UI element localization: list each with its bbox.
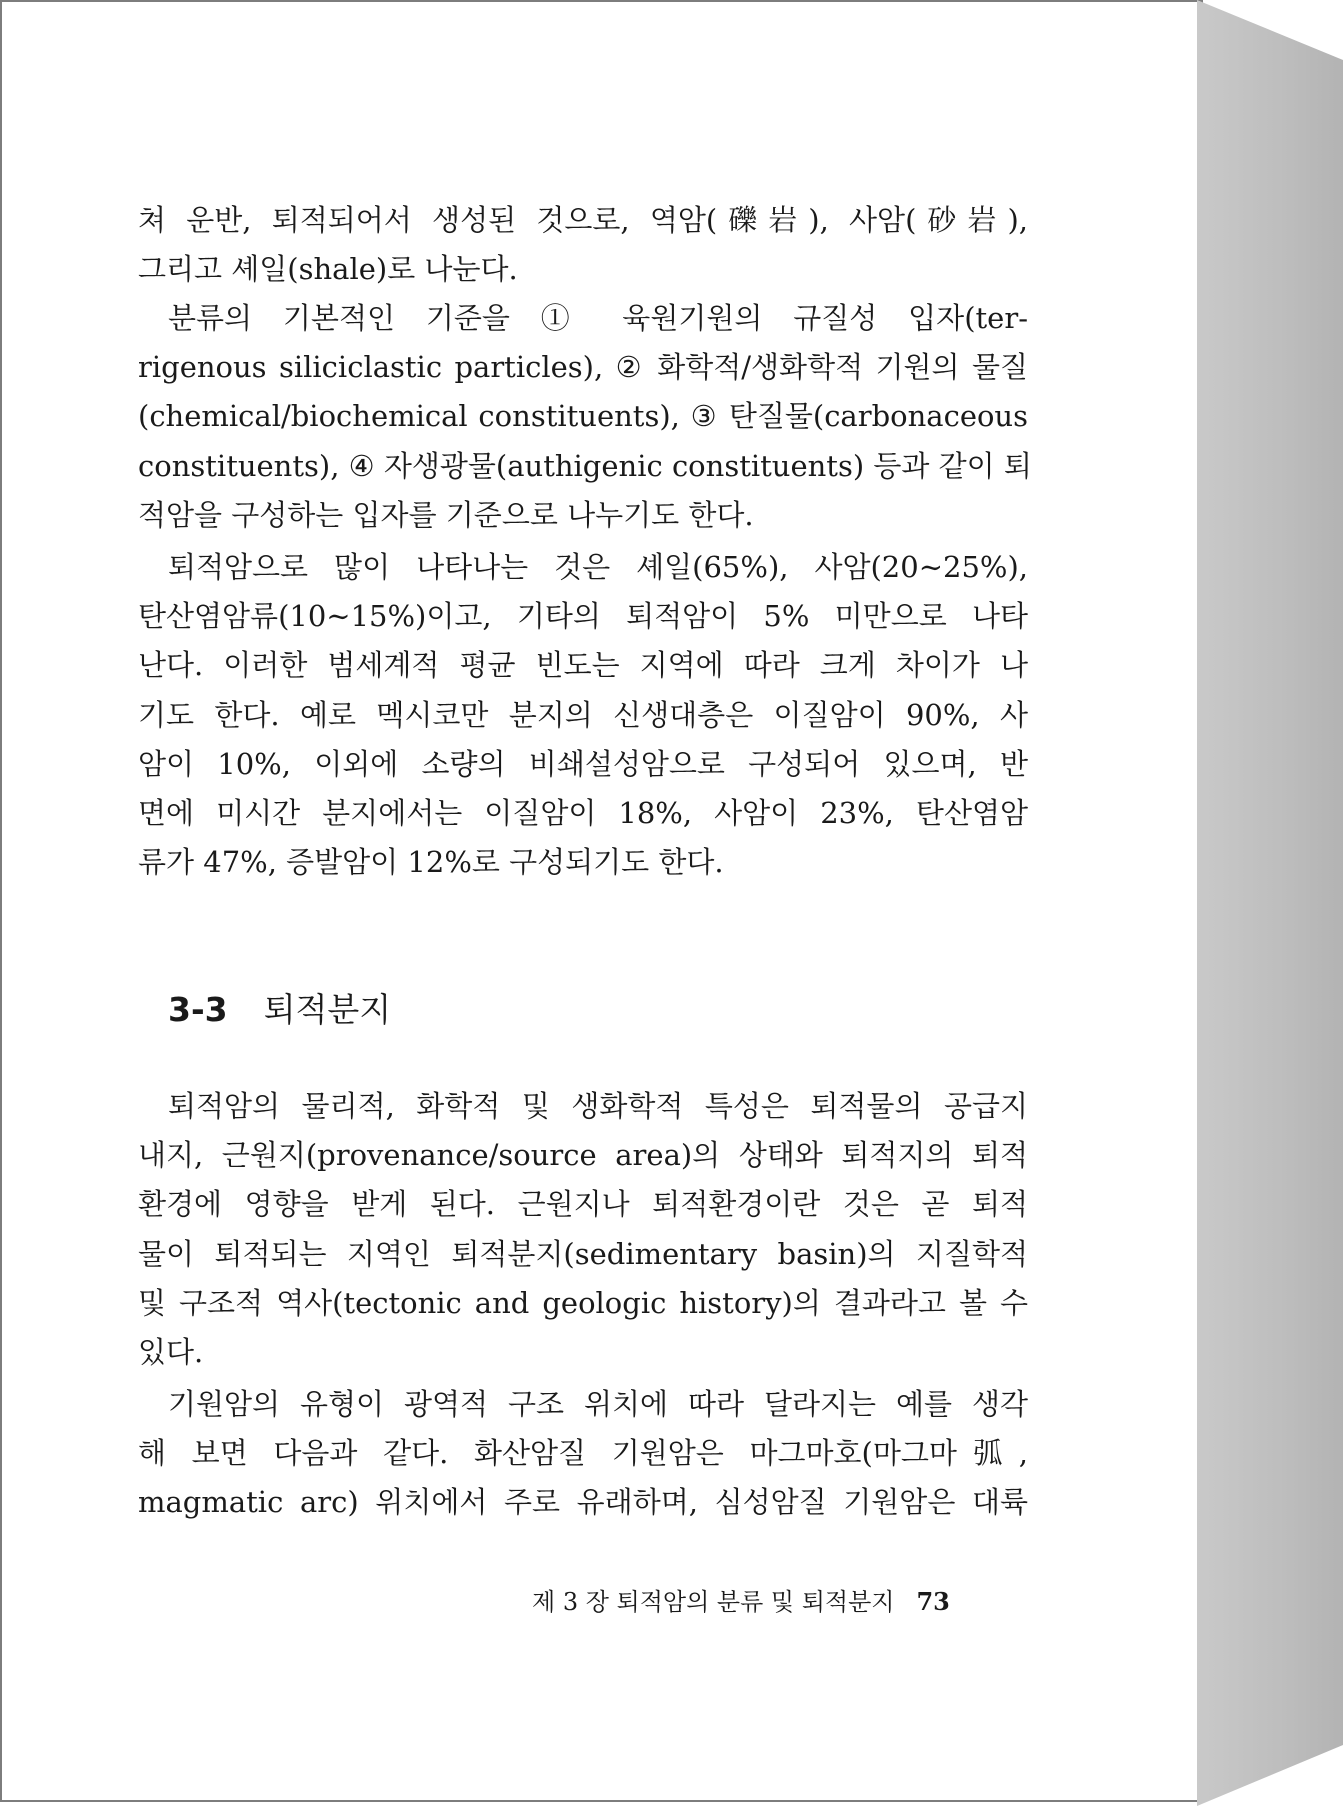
text-line: constituents), ④ 자생광물(authigenic constituents) 등과 같이 퇴 — [138, 448, 1032, 483]
text-line: 있다. — [138, 1335, 204, 1370]
text-line: 쳐 운반, 퇴적되어서 생성된 것으로, 역암(礫岩), 사암(砂岩), — [138, 203, 1028, 237]
paragraph-3 — [138, 543, 1028, 887]
text-line: 퇴적암으로 많이 나타나는 것은 셰일(65%), 사암(20∼25%), — [168, 550, 1028, 584]
text-line: 기원암의 유형이 광역적 구조 위치에 따라 달라지는 예를 생각 — [168, 1387, 1028, 1421]
text-line: 적암을 구성하는 입자를 기준으로 나누기도 한다. — [138, 497, 754, 532]
text-line: 기도 한다. 예로 멕시코만 분지의 신생대층은 이질암이 90%, 사 — [138, 697, 1028, 732]
paragraph-4 — [138, 1082, 1028, 1377]
text-line: 난다. 이러한 범세계적 평균 빈도는 지역에 따라 크게 차이가 나 — [138, 648, 1028, 683]
book-edge — [1197, 0, 1343, 1806]
text-line: 탄산염암류(10∼15%)이고, 기타의 퇴적암이 5% 미만으로 나타 — [138, 599, 1028, 634]
text-line: 류가 47%, 증발암이 12%로 구성되기도 한다. — [138, 845, 724, 880]
paragraph-1 — [138, 196, 1028, 294]
text-line: 물이 퇴적되는 지역인 퇴적분지(sedimentary basin)의 지질학적 — [138, 1236, 1028, 1271]
text-line: 그리고 셰일(shale)로 나눈다. — [138, 252, 518, 287]
text-line: 면에 미시간 분지에서는 이질암이 18%, 사암이 23%, 탄산염암 — [138, 796, 1028, 831]
text-line: 퇴적암의 물리적, 화학적 및 생화학적 특성은 퇴적물의 공급지 — [168, 1089, 1028, 1123]
text-line: 해 보면 다음과 같다. 화산암질 기원암은 마그마호(마그마弧, — [138, 1436, 1028, 1471]
text-line: 분류의 기본적인 기준을 ① 육원기원의 규질성 입자(ter- — [168, 301, 1028, 335]
text-line: 및 구조적 역사(tectonic and geologic history)의 결과라고 볼 수 — [138, 1285, 1028, 1320]
text-line: 내지, 근원지(provenance/source area)의 상태와 퇴적지의 퇴적 — [138, 1138, 1028, 1173]
running-footer — [532, 1582, 950, 1617]
page-number: 73 — [916, 1587, 950, 1616]
text-line: 환경에 영향을 받게 된다. 근원지나 퇴적환경이란 것은 곧 퇴적 — [138, 1187, 1028, 1222]
text-line: magmatic arc) 위치에서 주로 유래하며, 심성암질 기원암은 대륙 — [138, 1485, 1028, 1520]
paragraph-5 — [138, 1380, 1028, 1528]
text-line: 암이 10%, 이외에 소량의 비쇄설성암으로 구성되어 있으며, 반 — [138, 746, 1028, 781]
chapter-title: 제 3 장 퇴적암의 분류 및 퇴적분지 — [532, 1588, 895, 1616]
text-line: (chemical/biochemical constituents), ③ 탄질물(carbonaceous — [138, 399, 1028, 434]
section-heading — [168, 984, 391, 1031]
paragraph-2 — [138, 294, 1032, 540]
section-title: 퇴적분지 — [263, 990, 392, 1029]
section-number: 3-3 — [168, 990, 228, 1029]
text-line: rigenous siliciclastic particles), ② 화학적/생화학적 기원의 물질 — [138, 350, 1028, 385]
